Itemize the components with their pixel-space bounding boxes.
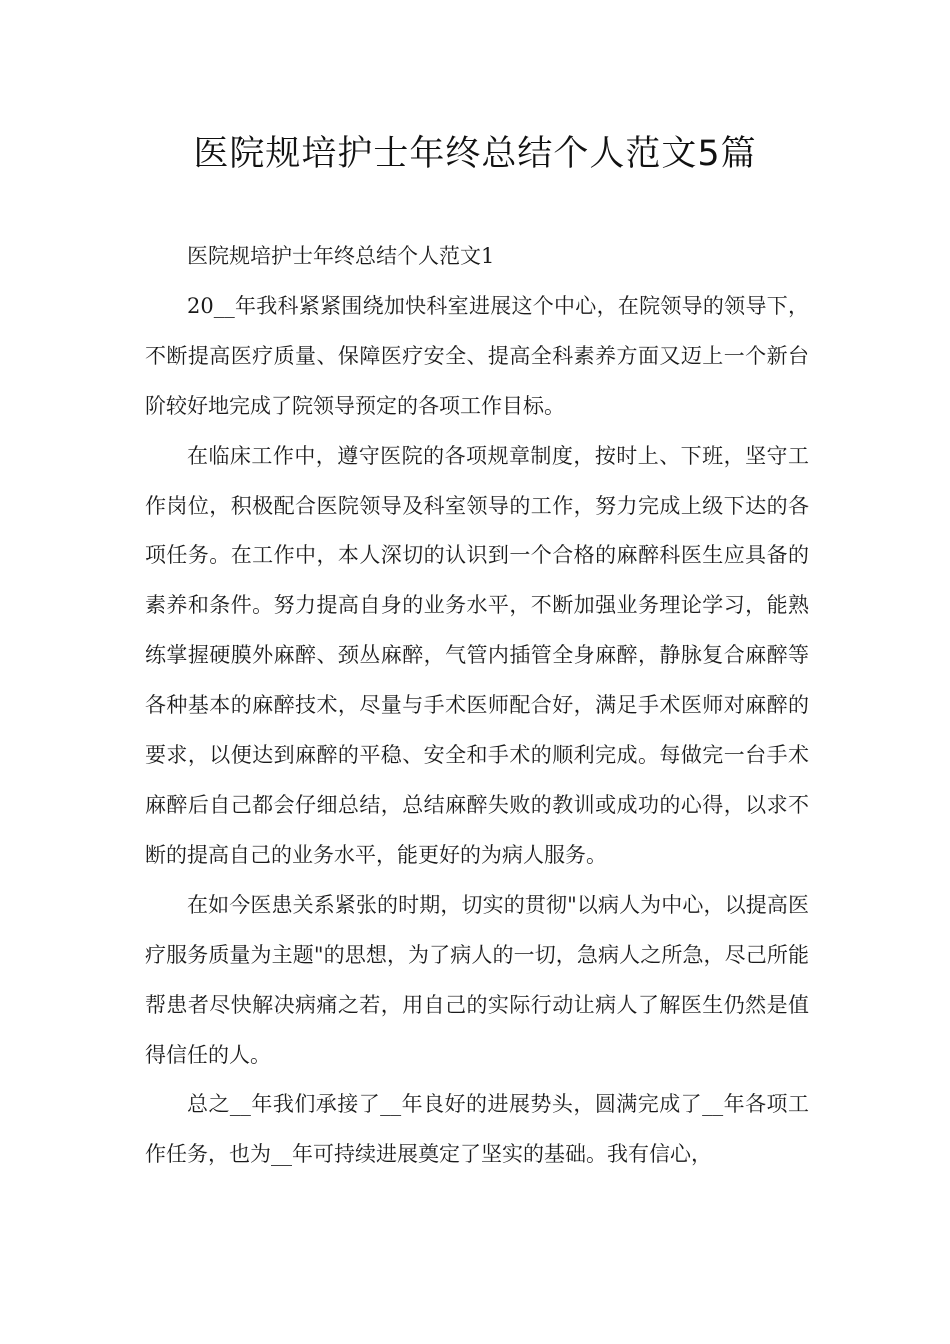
document-body (145, 232, 809, 1180)
document-title: 医院规培护士年终总结个人范文5篇 (193, 134, 757, 174)
paragraph: 在如今医患关系紧张的时期，切实的贯彻"以病人为中心，以提高医疗服务质量为主题"的思想，为了病人的一切，急病人之所急，尽己所能帮患者尽快解决病痛之若，用自己的实际行动让病人了解医生仍然是值得信任的人。 (145, 892, 809, 1067)
paragraph: 在临床工作中，遵守医院的各项规章制度，按时上、下班，坚守工作岗位，积极配合医院领导及科室领导的工作，努力完成上级下达的各项任务。在工作中，本人深切的认识到一个合格的麻醉科医生应具备的素养和条件。努力提高自身的业务水平，不断加强业务理论学习，能熟练掌握硬膜外麻醉、颈丛麻醉，气管内插管全身麻醉，静脉复合麻醉等各种基本的麻醉技术，尽量与手术医师配合好，满足手术医师对麻醉的要求，以便达到麻醉的平稳、安全和手术的顺利完成。每做完一台手术麻醉后自己都会仔细总结，总结麻醉失败的教训或成功的心得，以求不断的提高自己的业务水平，能更好的为病人服务。 (145, 443, 809, 867)
paragraph: 20__年我科紧紧围绕加快科室进展这个中心，在院领导的领导下，不断提高医疗质量、保障医疗安全、提高全科素养方面又迈上一个新台阶较好地完成了院领导预定的各项工作目标。 (145, 293, 809, 418)
section-heading: 医院规培护士年终总结个人范文1 (187, 244, 495, 268)
paragraph: 总之__年我们承接了__年良好的进展势头，圆满完成了__年各项工作任务，也为__年可持续进展奠定了坚实的基础。我有信心， (145, 1092, 809, 1167)
